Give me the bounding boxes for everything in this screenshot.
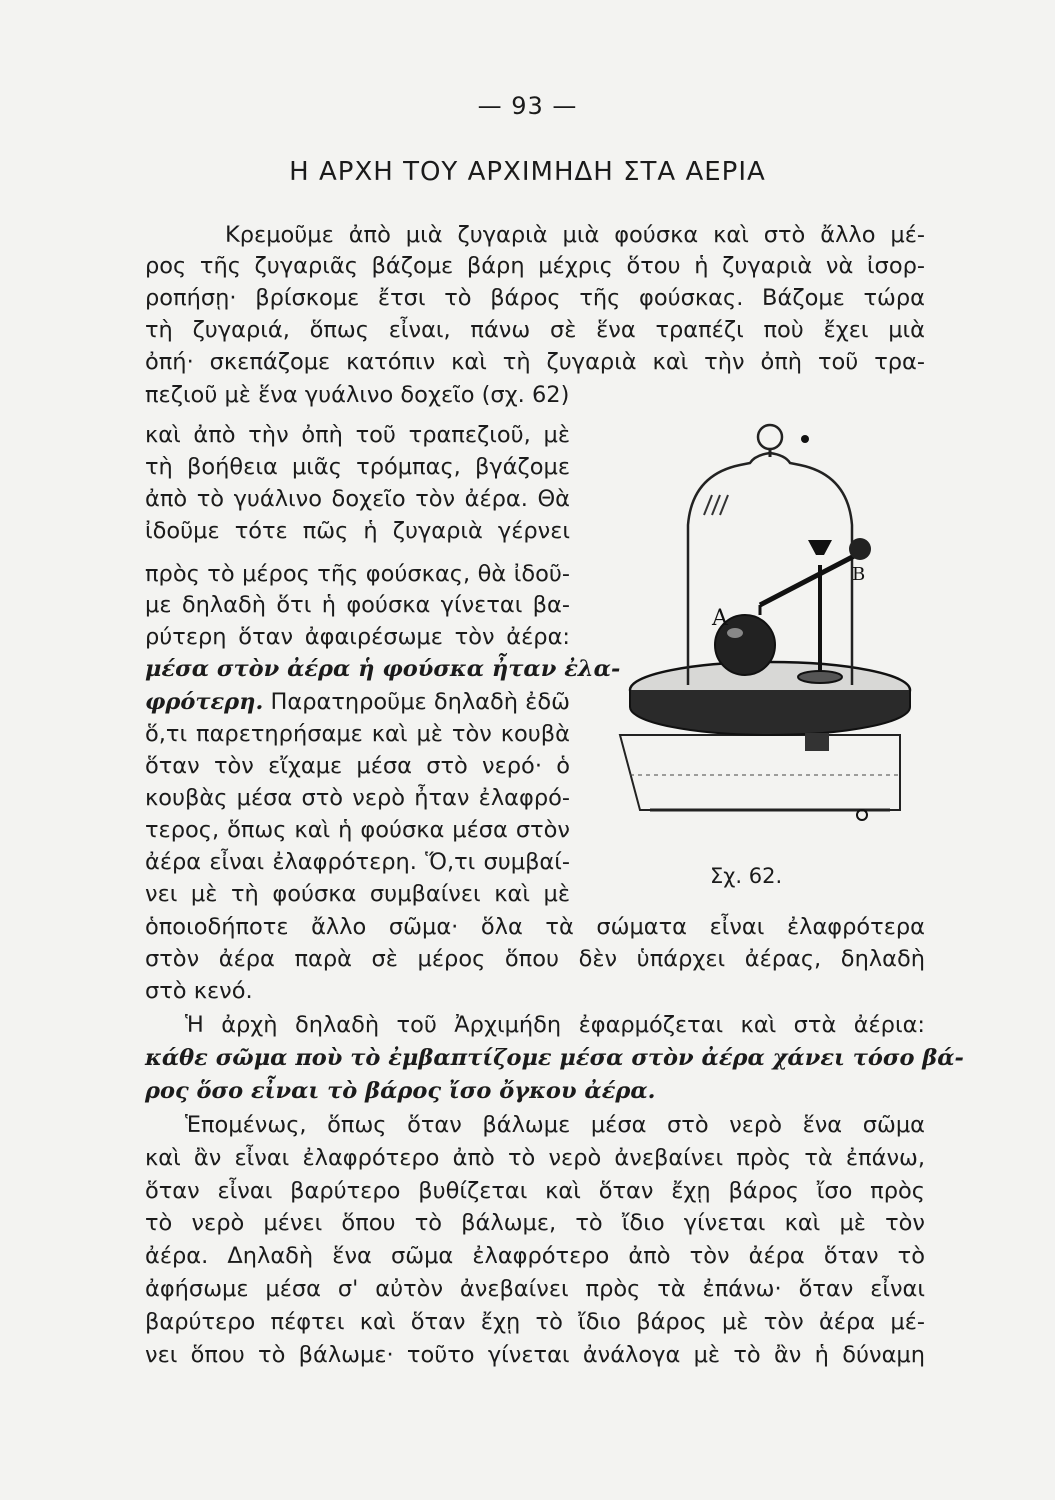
text-line: ἀέρα. Δηλαδὴ ἕνα σῶμα ἐλαφρότερο ἀπὸ τὸν ἀέρα ὅταν τὸ: [145, 1243, 925, 1269]
emphasis-line: κάθε σῶμα ποὺ τὸ ἐμβαπτίζομε μέσα στὸν ἀέρα χάνει τόσο βά-: [145, 1045, 964, 1071]
page-title: Η ΑΡΧΗ ΤΟΥ ΑΡΧΙΜΗΔΗ ΣΤΑ ΑΕΡΙΑ: [289, 157, 766, 187]
table-outline: [620, 735, 900, 810]
text-line: νει ὅπου τὸ βάλωμε· τοῦτο γίνεται ἀνάλογα μὲ τὸ ἂν ἡ δύναμη: [145, 1342, 925, 1368]
pump-valve: [805, 733, 829, 751]
page-number: — 93 —: [477, 92, 578, 120]
text-line: ρος τῆς ζυγαριᾶς βάζομε βάρη μέχρις ὅτου ἡ ζυγαριὰ νὰ ἰσορ-: [145, 253, 925, 279]
text-line: ἀφήσωμε μέσα σ' αὐτὸν ἀνεβαίνει πρὸς τὰ ἐπάνω· ὅταν εἶναι: [145, 1276, 925, 1302]
text-line: ροπήσῃ· βρίσκομε ἔτσι τὸ βάρος τῆς φούσκας. Βάζομε τώρα: [145, 285, 925, 311]
text-line: με δηλαδὴ ὅτι ἡ φούσκα γίνεται βα-: [145, 592, 570, 618]
text-line: τὸ νερὸ μένει ὅπου τὸ βάλωμε, τὸ ἴδιο γίνεται καὶ μὲ τὸν: [145, 1210, 925, 1236]
text-line: πεζιοῦ μὲ ἕνα γυάλινο δοχεῖο (σχ. 62): [145, 382, 570, 408]
text-line: ἀέρα εἶναι ἐλαφρότερη. Ὅ,τι συμβαί-: [145, 849, 570, 875]
text-line: ρύτερη ὅταν ἀφαιρέσωμε τὸν ἀέρα:: [145, 624, 570, 650]
text-line: Κρεμοῦμε ἀπὸ μιὰ ζυγαριὰ μιὰ φούσκα καὶ στὸ ἄλλο μέ-: [225, 222, 925, 248]
text-line: ἰδοῦμε τότε πῶς ἡ ζυγαριὰ γέρνει: [145, 518, 570, 544]
glass-reflection: [720, 495, 728, 515]
text-line: ὁποιοδήποτε ἄλλο σῶμα· ὅλα τὰ σώματα εἶναι ἐλαφρότερα: [145, 914, 925, 940]
text-line: ἀπὸ τὸ γυάλινο δοχεῖο τὸν ἀέρα. Θὰ: [145, 486, 570, 512]
jar-knob: [758, 425, 782, 449]
text-line: ὅταν τὸν εἴχαμε μέσα στὸ νερό· ὁ: [145, 753, 570, 779]
figure-label-b: B: [852, 564, 866, 585]
text-line: ὅταν εἶναι βαρύτερο βυθίζεται καὶ ὅταν ἔχῃ βάρος ἴσο πρὸς: [145, 1178, 925, 1204]
text-line: νει μὲ τὴ φούσκα συμβαίνει καὶ μὲ: [145, 881, 570, 907]
balance-beam: [760, 553, 860, 605]
emphasis-line: ρος ὅσο εἶναι τὸ βάρος ἴσο ὄγκου ἀέρα.: [145, 1078, 656, 1104]
text-line: Ἡ ἀρχὴ δηλαδὴ τοῦ Ἀρχιμήδη ἐφαρμόζεται καὶ στὰ ἀέρια:: [185, 1012, 925, 1038]
text-line: τερος, ὅπως καὶ ἡ φούσκα μέσα στὸν: [145, 817, 570, 843]
base-plate-rim: [630, 690, 910, 735]
stand-foot: [798, 671, 842, 683]
emphasis-line: μέσα στὸν ἀέρα ἡ φούσκα ἦταν ἐλα-: [145, 656, 621, 682]
text-line: τὴ ζυγαριά, ὅπως εἶναι, πάνω σὲ ἕνα τραπέζι ποὺ ἔχει μιὰ: [145, 317, 925, 343]
text-line: ὀπή· σκεπάζομε κατόπιν καὶ τὴ ζυγαριὰ καὶ τὴν ὀπὴ τοῦ τρα-: [145, 349, 925, 375]
text-line: κουβὰς μέσα στὸ νερὸ ἦταν ἐλαφρό-: [145, 785, 570, 811]
text-span: Παρατηροῦμε δηλαδὴ ἐδῶ: [263, 689, 570, 715]
counterweight: [849, 538, 871, 560]
text-line: τὴ βοήθεια μιᾶς τρόμπας, βγάζομε: [145, 454, 570, 480]
bulb-highlight: [727, 628, 743, 638]
bell-jar-balance-figure: [600, 415, 920, 855]
glass-reflection: [704, 495, 712, 515]
balance-pivot: [808, 540, 832, 555]
text-line: ὅ,τι παρετηρήσαμε καὶ μὲ τὸν κουβὰ: [145, 721, 570, 747]
text-line: [145, 687, 570, 717]
glass-reflection: [712, 495, 720, 515]
text-line: στὸν ἀέρα παρὰ σὲ μέρος ὅπου δὲν ὑπάρχει ἀέρας, δηλαδὴ: [145, 946, 925, 972]
knob-dot: [801, 435, 809, 443]
text-line: στὸ κενό.: [145, 978, 253, 1004]
text-line: καὶ ἂν εἶναι ἐλαφρότερο ἀπὸ τὸ νερὸ ἀνεβαίνει πρὸς τὰ ἐπάνω,: [145, 1145, 925, 1171]
figure-caption: Σχ. 62.: [710, 864, 783, 888]
text-line: βαρύτερο πέφτει καὶ ὅταν ἔχῃ τὸ ἴδιο βάρος μὲ τὸν ἀέρα μέ-: [145, 1309, 925, 1335]
text-line: Ἑπομένως, ὅπως ὅταν βάλωμε μέσα στὸ νερὸ ἕνα σῶμα: [185, 1112, 925, 1138]
figure-label-a: A: [712, 606, 728, 631]
emphasis-text: φρότερη.: [145, 689, 264, 715]
text-line: καὶ ἀπὸ τὴν ὀπὴ τοῦ τραπεζιοῦ, μὲ: [145, 422, 570, 448]
text-line: πρὸς τὸ μέρος τῆς φούσκας, θὰ ἰδοῦ-: [145, 561, 570, 587]
